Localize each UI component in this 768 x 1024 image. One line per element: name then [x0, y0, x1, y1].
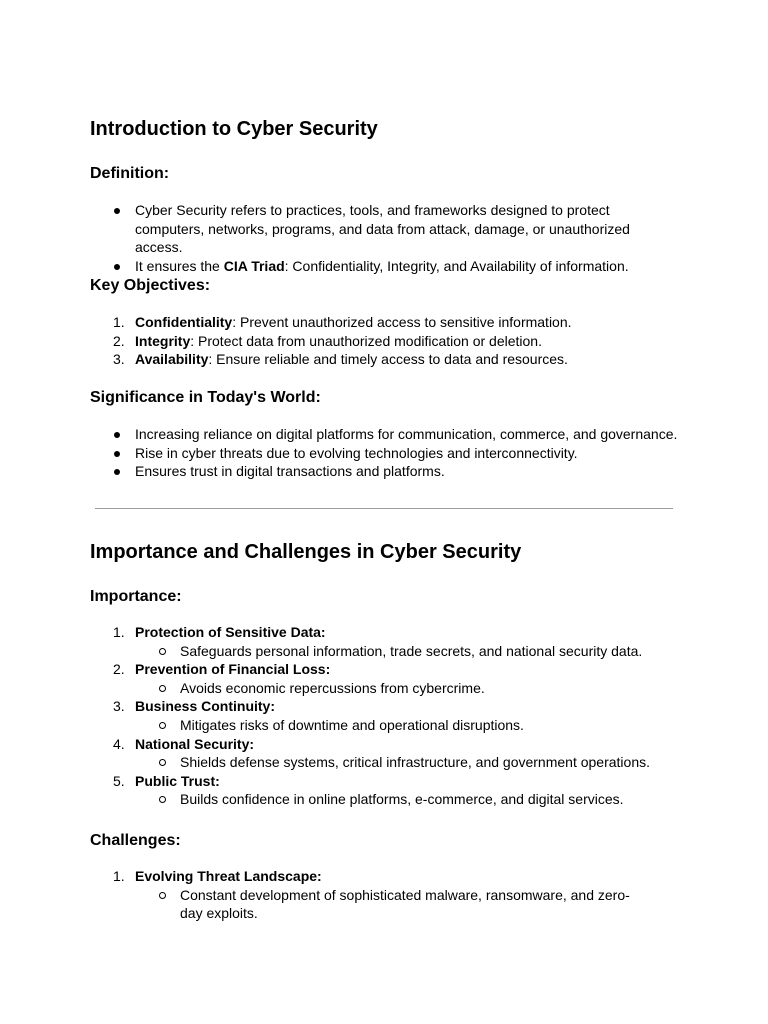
- heading-definition: Definition:: [90, 165, 170, 182]
- bullet-icon: [114, 451, 120, 457]
- list-item-text: Public Trust:: [135, 772, 220, 789]
- list-item-text: Cyber Security refers to practices, tools, and frameworks designed to protect computers, networks, programs, and data from attack, damage, or unauthorized access.: [135, 202, 630, 256]
- list-item-text: National Security:: [135, 735, 255, 752]
- list-item: [0, 660, 768, 679]
- list-item-text: Protection of Sensitive Data:: [135, 624, 326, 640]
- bullet-icon: [114, 264, 120, 270]
- list-item-text: Integrity: Protect data from unauthorized modification or deletion.: [135, 332, 542, 349]
- challenges-list: [0, 867, 768, 923]
- sub-list-item: [0, 716, 768, 735]
- heading-key-objectives: Key Objectives:: [90, 277, 211, 294]
- heading-significance: Significance in Today's World:: [90, 389, 321, 406]
- definition-list: [0, 201, 768, 275]
- list-number: 1.: [113, 314, 125, 330]
- sub-list-item-text: Constant development of sophisticated malware, ransomware, and zero-day exploits.: [180, 886, 630, 922]
- horizontal-divider: [95, 508, 673, 509]
- list-item: [0, 623, 768, 642]
- list-item-text: Ensures trust in digital transactions and platforms.: [135, 463, 445, 480]
- heading-challenges: Challenges:: [90, 832, 181, 849]
- sub-list-item: [0, 679, 768, 698]
- list-number: 1.: [113, 624, 125, 640]
- sub-list-item-text: Builds confidence in online platforms, e-commerce, and digital services.: [180, 791, 624, 808]
- list-item: [0, 350, 768, 369]
- hollow-bullet-icon: [159, 892, 166, 899]
- list-item: [0, 332, 768, 351]
- hollow-bullet-icon: [159, 759, 166, 766]
- objectives-list: [0, 313, 768, 369]
- list-item-text: Increasing reliance on digital platforms for communication, commerce, and governance.: [135, 426, 678, 442]
- list-number: 2.: [113, 332, 125, 349]
- sub-list-item-text: Avoids economic repercussions from cybercrime.: [180, 679, 485, 696]
- list-item-text: It ensures the CIA Triad: Confidentiality, Integrity, and Availability of information.: [135, 257, 629, 274]
- section-title-intro: Introduction to Cyber Security: [90, 118, 378, 140]
- list-item: [0, 697, 768, 716]
- section-title-importance-challenges: Importance and Challenges in Cyber Security: [90, 541, 522, 563]
- list-number: 3.: [113, 698, 125, 715]
- hollow-bullet-icon: [159, 796, 166, 803]
- list-item-text: Availability: Ensure reliable and timely access to data and resources.: [135, 351, 568, 368]
- list-item: [0, 425, 768, 444]
- list-item: [0, 462, 768, 481]
- bullet-icon: [114, 208, 120, 214]
- sub-list-item-text: Mitigates risks of downtime and operational disruptions.: [180, 716, 524, 733]
- sub-list-item: [0, 886, 768, 923]
- hollow-bullet-icon: [159, 685, 166, 692]
- list-item: [0, 867, 768, 886]
- list-number: 1.: [113, 868, 125, 884]
- list-item: [0, 772, 768, 791]
- list-item: [0, 257, 768, 276]
- list-item: [0, 444, 768, 463]
- bullet-icon: [114, 469, 120, 475]
- bullet-icon: [114, 432, 120, 438]
- hollow-bullet-icon: [159, 722, 166, 729]
- sub-list-item-text: Safeguards personal information, trade secrets, and national security data.: [180, 642, 643, 659]
- sub-list-item: [0, 642, 768, 661]
- sub-list-item: [0, 753, 768, 772]
- list-item-text: Prevention of Financial Loss:: [135, 661, 331, 678]
- importance-list: [0, 623, 768, 809]
- list-number: 2.: [113, 661, 125, 678]
- sub-list-item-text: Shields defense systems, critical infrastructure, and government operations.: [180, 754, 651, 771]
- significance-list: [0, 425, 768, 481]
- list-item-text: Confidentiality: Prevent unauthorized access to sensitive information.: [135, 314, 572, 330]
- sub-list-item: [0, 790, 768, 809]
- list-number: 4.: [113, 735, 125, 752]
- hollow-bullet-icon: [159, 648, 166, 655]
- list-item-text: Evolving Threat Landscape:: [135, 868, 322, 884]
- list-item-text: Rise in cyber threats due to evolving technologies and interconnectivity.: [135, 444, 578, 461]
- list-item: [0, 201, 768, 257]
- list-number: 5.: [113, 772, 125, 789]
- list-number: 3.: [113, 351, 125, 368]
- heading-importance: Importance:: [90, 588, 182, 605]
- list-item: [0, 735, 768, 754]
- list-item-text: Business Continuity:: [135, 698, 276, 715]
- list-item: [0, 313, 768, 332]
